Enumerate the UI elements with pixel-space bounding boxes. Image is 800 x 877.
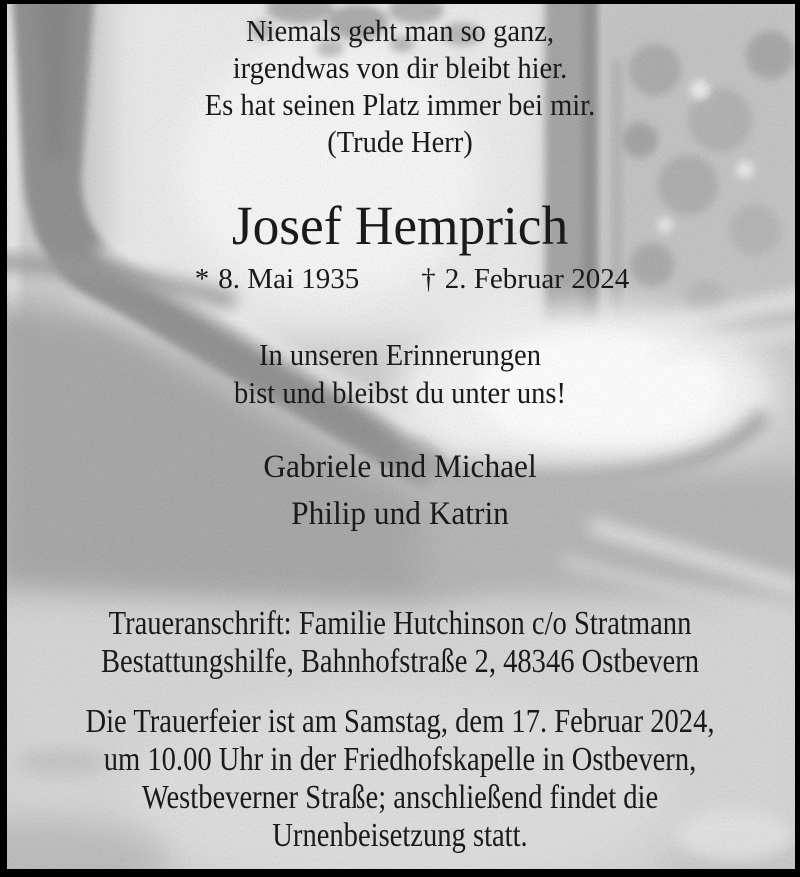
address-line: Traueranschrift: Familie Hutchinson c/o Stratmann: [108, 605, 692, 642]
memorial-quote: [32, 12, 768, 160]
memorial-verse: [32, 336, 768, 412]
memorial-line: In unseren Erinnerungen: [259, 337, 541, 372]
birth-date: [195, 262, 359, 296]
mourners-line: Gabriele und Michael: [263, 449, 537, 485]
condolence-address: [64, 605, 736, 681]
quote-line: Niemals geht man so ganz,: [245, 13, 555, 48]
quote-attribution: (Trude Herr): [327, 124, 473, 159]
ceremony-line: Die Trauerfeier ist am Samstag, dem 17. Februar 2024,: [85, 703, 715, 740]
mourners-line: Philip und Katrin: [291, 496, 509, 532]
deceased-name: Josef Hemprich: [231, 195, 569, 256]
funeral-service-details: [64, 703, 736, 855]
memorial-line: bist und bleibst du unter uns!: [234, 375, 566, 410]
quote-line: irgendwas von dir bleibt hier.: [232, 50, 568, 85]
death-date-text: 2. Februar 2024: [444, 263, 630, 295]
birth-date-text: 8. Mai 1935: [218, 263, 360, 295]
born-symbol: *: [194, 263, 210, 295]
death-date: [421, 262, 629, 296]
died-cross-symbol: †: [421, 263, 436, 295]
address-line: Bestattungshilfe, Bahnhofstraße 2, 48346 Ostbevern: [100, 643, 700, 680]
quote-line: Es hat seinen Platz immer bei mir.: [204, 87, 596, 122]
ceremony-line: Urnenbeisetzung statt.: [272, 817, 528, 854]
life-dates: [0, 262, 800, 296]
ceremony-line: Westbeverner Straße; anschließend findet die: [141, 779, 659, 816]
mourners-list: [20, 444, 780, 538]
ceremony-line: um 10.00 Uhr in der Friedhofskapelle in Ostbevern,: [103, 741, 697, 778]
